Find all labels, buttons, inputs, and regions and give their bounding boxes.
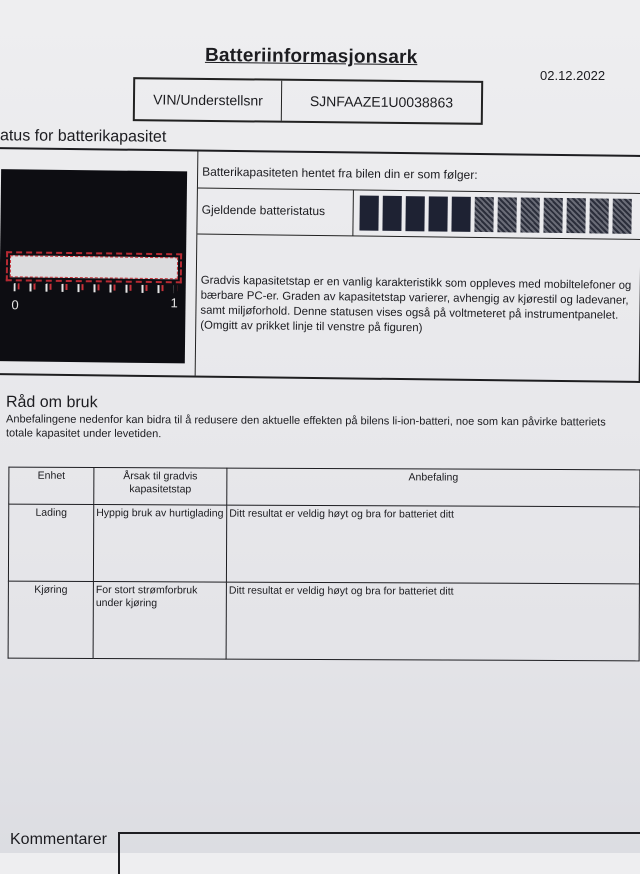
status-description: Gradvis kapasitetstap er en vanlig karakteristikk som oppleves med mobiltelefoner og bærbare PC-er. Graden av kapasitetstap varierer, avhengig av kjørestil og ladevaner, samt miljøforhold. Denne statusen vises også på voltmeteret på instrumentpanelet. (Omgitt av prikket linje til venstre på figuren)	[200, 274, 632, 335]
current-status-label: Gjeldende batteristatus	[201, 202, 326, 219]
table-header-row	[9, 467, 640, 507]
gauge-max-label: 1	[170, 295, 178, 311]
row-unit: Lading	[8, 504, 93, 581]
page-title: Batteriinformasjonsark	[204, 44, 418, 69]
status-row-divider	[352, 189, 354, 235]
row-recommendation: Ditt resultat er veldig høyt og bra for batteriet ditt	[226, 582, 639, 661]
capacity-intro: Batterikapasiteten hentet fra bilen din er som følger:	[202, 164, 478, 182]
battery-segment	[405, 196, 424, 231]
comments-section-title: Kommentarer	[10, 831, 107, 848]
voltmeter-gauge	[0, 169, 187, 363]
battery-segment	[428, 196, 447, 231]
battery-segment	[359, 196, 378, 231]
battery-status-segments	[359, 196, 631, 234]
gauge-bar	[10, 255, 178, 279]
table-row	[8, 504, 639, 584]
advice-intro: Anbefalingene nedenfor kan bidra til å redusere den aktuelle effekten på bilens li-ion-batteri, noe som kan påvirke batteriets totale kapasitet under levetiden.	[5, 413, 606, 441]
row-recommendation: Ditt resultat er veldig høyt og bra for batteriet ditt	[226, 505, 639, 584]
header-unit: Enhet	[9, 467, 94, 504]
table-row	[8, 581, 639, 661]
battery-segment	[451, 197, 470, 232]
battery-segment	[566, 198, 585, 233]
row-cause: Hyppig bruk av hurtiglading	[93, 504, 226, 582]
vin-label: VIN/Understellsnr	[135, 79, 282, 121]
battery-segment	[543, 198, 562, 233]
battery-segment	[589, 198, 608, 233]
battery-segment	[612, 199, 631, 234]
vin-value: SJNFAAZE1U0038863	[309, 93, 454, 111]
vin-box	[133, 77, 483, 125]
battery-segment	[520, 197, 539, 232]
row-cause: For stort strømforbruk under kjøring	[93, 581, 226, 659]
header-cause: Årsak til gradvis kapasitetstap	[94, 467, 227, 505]
battery-segment	[474, 197, 493, 232]
gauge-min-label: 0	[11, 297, 19, 313]
advice-section-title: Råd om bruk	[5, 393, 98, 412]
status-section-title: atus for batterikapasitet	[0, 127, 167, 146]
recommendation-table	[8, 467, 640, 662]
header-recommendation: Anbefaling	[227, 468, 640, 507]
document-date: 02.12.2022	[540, 68, 606, 83]
battery-segment	[382, 196, 401, 231]
current-status-row	[197, 188, 640, 240]
status-text-column	[195, 152, 640, 381]
row-unit: Kjøring	[8, 581, 93, 658]
status-panel	[0, 147, 640, 383]
comments-box	[118, 832, 640, 874]
battery-segment	[497, 197, 516, 232]
